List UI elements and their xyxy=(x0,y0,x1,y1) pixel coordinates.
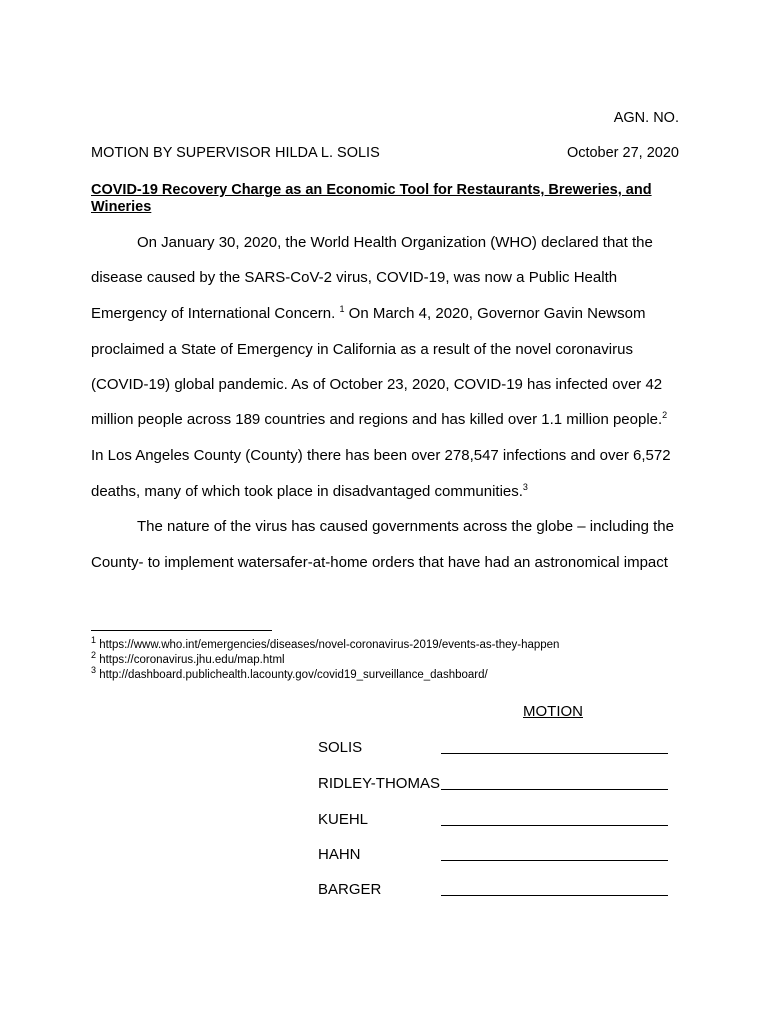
footnote: $^2$ https://coronavirus.jhu.edu/map.html xyxy=(91,650,285,666)
vote-signature-line xyxy=(441,860,668,861)
vote-signature-line xyxy=(441,753,668,754)
body-line: deaths, many of which took place in disadvantaged communities.$^3$ xyxy=(91,482,528,500)
motion-by: MOTION BY SUPERVISOR HILDA L. SOLIS xyxy=(91,145,380,161)
footnote-divider xyxy=(91,630,272,631)
body-line: million people across 189 countries and regions and has killed over 1.1 million people.$^2$ xyxy=(91,410,668,428)
vote-member: HAHN xyxy=(318,846,361,863)
body-line: proclaimed a State of Emergency in California as a result of the novel coronavirus xyxy=(91,341,633,358)
body-line: Emergency of International Concern. $^1$ On March 4, 2020, Governor Gavin Newsom xyxy=(91,304,646,322)
footnote-ref: 2 xyxy=(662,410,668,420)
footnote: $^1$ https://www.who.int/emergencies/diseases/novel-coronavirus-2019/events-as-they-happen xyxy=(91,635,560,651)
body-line: disease caused by the SARS-CoV-2 virus, COVID-19, was now a Public Health xyxy=(91,269,618,286)
vote-member: KUEHL xyxy=(318,811,369,828)
vote-member: RIDLEY-THOMAS xyxy=(318,775,440,792)
document-title: COVID-19 Recovery Charge as an Economic Tool for Restaurants, Breweries, and Wineries xyxy=(91,182,652,215)
body-line: On January 30, 2020, the World Health Organization (WHO) declared that the xyxy=(137,234,653,251)
body-line: (COVID-19) global pandemic. As of October 23, 2020, COVID-19 has infected over 42 xyxy=(91,376,663,393)
body-line: County- to implement watersafer-at-home orders that have had an astronomical impact xyxy=(91,554,668,571)
vote-member: SOLIS xyxy=(318,739,363,756)
vote-signature-line xyxy=(441,789,668,790)
vote-member: BARGER xyxy=(318,881,382,898)
footnote-ref: 3 xyxy=(522,482,528,492)
footnote: $^3$ http://dashboard.publichealth.lacounty.gov/covid19_surveillance_dashboard/ xyxy=(91,665,488,681)
agenda-number: AGN. NO. xyxy=(613,110,679,126)
footnote-ref: 1 xyxy=(339,304,345,314)
body-line: The nature of the virus has caused governments across the globe – including the xyxy=(137,518,674,535)
vote-signature-line xyxy=(441,895,668,896)
vote-heading: MOTION xyxy=(523,703,583,720)
motion-date: October 27, 2020 xyxy=(566,145,679,161)
vote-signature-line xyxy=(441,825,668,826)
body-line: In Los Angeles County (County) there has been over 278,547 infections and over 6,572 xyxy=(91,447,671,464)
